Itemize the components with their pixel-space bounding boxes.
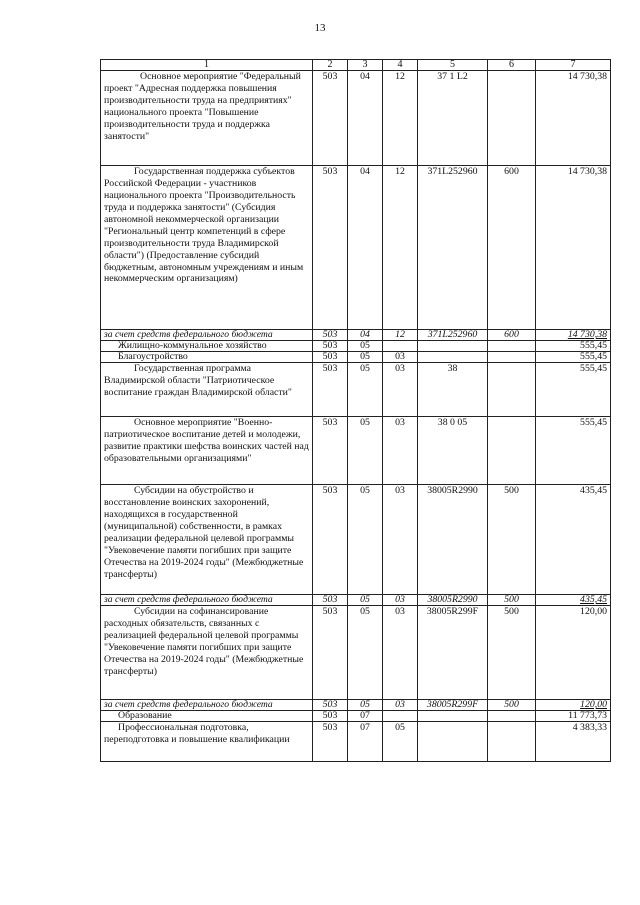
cell-admin: 503 [313, 485, 348, 595]
column-header: 2 [313, 60, 348, 71]
cell-type [488, 71, 536, 166]
row-name: Государственная программа Владимирской области "Патриотическое воспитание граждан Владимирской области" [101, 363, 313, 417]
cell-amount: 14 730,38 [536, 71, 611, 166]
cell-amount: 11 773,73 [536, 711, 611, 722]
cell-section: 05 [348, 417, 383, 485]
row-name: Государственная поддержка субъектов Российской Федерации - участников национального проекта "Производительность труда и поддержка занятости" (Субсидия автономной некоммерческой организации "Региональный центр компетенций в сфере производительности труда Владимирской области") (Предоставление субсидий бюджетным, автономным учреждениям и иным некоммерческим организациям) [101, 166, 313, 330]
cell-subsection: 03 [383, 352, 418, 363]
cell-subsection: 03 [383, 700, 418, 711]
budget-table [100, 59, 611, 762]
cell-target [418, 352, 488, 363]
cell-subsection: 03 [383, 363, 418, 417]
cell-target: 38005R2990 [418, 485, 488, 595]
cell-amount: 555,45 [536, 417, 611, 485]
cell-section: 05 [348, 595, 383, 606]
row-name: Субсидии на софинансирование расходных обязательств, связанных с реализацией федеральной целевой программы "Увековечение памяти погибших при защите Отечества на 2019-2024 годы" (Межбюджетные трансферты) [101, 606, 313, 700]
cell-type: 500 [488, 606, 536, 700]
column-header: 7 [536, 60, 611, 71]
cell-amount: 120,00 [536, 606, 611, 700]
cell-admin: 503 [313, 595, 348, 606]
cell-amount: 435,45 [536, 485, 611, 595]
cell-admin: 503 [313, 606, 348, 700]
cell-admin: 503 [313, 352, 348, 363]
cell-target: 371L252960 [418, 330, 488, 341]
row-name: Субсидии на обустройство и восстановление воинских захоронений, находящихся в государственной (муниципальной) собственности, в рамках реализации федеральной целевой программы "Увековечение памяти погибших при защите Отечества на 2019-2024 годы" (Межбюджетные трансферты) [101, 485, 313, 595]
cell-type: 500 [488, 700, 536, 711]
table-row [101, 352, 611, 363]
column-header: 3 [348, 60, 383, 71]
cell-admin: 503 [313, 71, 348, 166]
cell-target: 38 0 05 [418, 417, 488, 485]
row-name: Основное мероприятие "Военно-патриотическое воспитание детей и молодежи, развитие практики шефства воинских частей над образовательными организациями" [101, 417, 313, 485]
table-row [101, 363, 611, 417]
table-row [101, 722, 611, 762]
cell-amount: 4 383,33 [536, 722, 611, 762]
column-header: 1 [101, 60, 313, 71]
cell-section: 05 [348, 363, 383, 417]
row-name: за счет средств федерального бюджета [101, 700, 313, 711]
page-number: 13 [314, 22, 326, 34]
cell-section: 05 [348, 485, 383, 595]
table-row [101, 700, 611, 711]
row-name: Жилищно-коммунальное хозяйство [101, 341, 313, 352]
cell-section: 07 [348, 711, 383, 722]
cell-admin: 503 [313, 700, 348, 711]
cell-subsection: 12 [383, 166, 418, 330]
header-row [101, 60, 611, 71]
cell-subsection: 12 [383, 330, 418, 341]
column-header: 6 [488, 60, 536, 71]
cell-subsection: 03 [383, 606, 418, 700]
cell-admin: 503 [313, 341, 348, 352]
table-row [101, 595, 611, 606]
cell-target: 38 [418, 363, 488, 417]
cell-subsection [383, 341, 418, 352]
cell-subsection: 05 [383, 722, 418, 762]
cell-target: 38005R299F [418, 606, 488, 700]
cell-section: 05 [348, 352, 383, 363]
cell-section: 04 [348, 71, 383, 166]
cell-type [488, 363, 536, 417]
table-row [101, 711, 611, 722]
cell-section: 07 [348, 722, 383, 762]
row-name: Благоустройство [101, 352, 313, 363]
cell-amount: 435,45 [536, 595, 611, 606]
cell-admin: 503 [313, 711, 348, 722]
cell-type [488, 722, 536, 762]
cell-section: 05 [348, 606, 383, 700]
row-name: за счет средств федерального бюджета [101, 330, 313, 341]
cell-section: 04 [348, 166, 383, 330]
cell-amount: 555,45 [536, 352, 611, 363]
cell-subsection: 12 [383, 71, 418, 166]
cell-target: 37 1 L2 [418, 71, 488, 166]
table-row [101, 166, 611, 330]
cell-section: 05 [348, 341, 383, 352]
table-row [101, 330, 611, 341]
cell-amount: 555,45 [536, 363, 611, 417]
cell-admin: 503 [313, 722, 348, 762]
table-row [101, 341, 611, 352]
row-name: Профессиональная подготовка, переподготовка и повышение квалификации [101, 722, 313, 762]
column-header: 5 [418, 60, 488, 71]
cell-target [418, 711, 488, 722]
cell-type: 600 [488, 330, 536, 341]
cell-target: 38005R299F [418, 700, 488, 711]
cell-section: 04 [348, 330, 383, 341]
row-name: Основное мероприятие "Федеральный проект "Адресная поддержка повышения производительности труда на предприятиях" национального проекта "Повышение производительности труда и поддержка занятости" [101, 71, 313, 166]
cell-target [418, 341, 488, 352]
cell-type: 600 [488, 166, 536, 330]
cell-type [488, 352, 536, 363]
row-name: Образование [101, 711, 313, 722]
cell-type [488, 341, 536, 352]
cell-amount: 120,00 [536, 700, 611, 711]
cell-admin: 503 [313, 417, 348, 485]
cell-amount: 14 730,38 [536, 166, 611, 330]
cell-admin: 503 [313, 363, 348, 417]
cell-target: 371L252960 [418, 166, 488, 330]
table-row [101, 485, 611, 595]
cell-amount: 14 730,38 [536, 330, 611, 341]
cell-admin: 503 [313, 166, 348, 330]
row-name: за счет средств федерального бюджета [101, 595, 313, 606]
cell-section: 05 [348, 700, 383, 711]
cell-type [488, 711, 536, 722]
table-row [101, 71, 611, 166]
column-header: 4 [383, 60, 418, 71]
cell-admin: 503 [313, 330, 348, 341]
cell-subsection: 03 [383, 485, 418, 595]
cell-subsection: 03 [383, 417, 418, 485]
cell-type: 500 [488, 595, 536, 606]
cell-target: 38005R2990 [418, 595, 488, 606]
table-row [101, 606, 611, 700]
cell-subsection [383, 711, 418, 722]
cell-amount: 555,45 [536, 341, 611, 352]
cell-target [418, 722, 488, 762]
cell-type: 500 [488, 485, 536, 595]
table-row [101, 417, 611, 485]
cell-type [488, 417, 536, 485]
cell-subsection: 03 [383, 595, 418, 606]
